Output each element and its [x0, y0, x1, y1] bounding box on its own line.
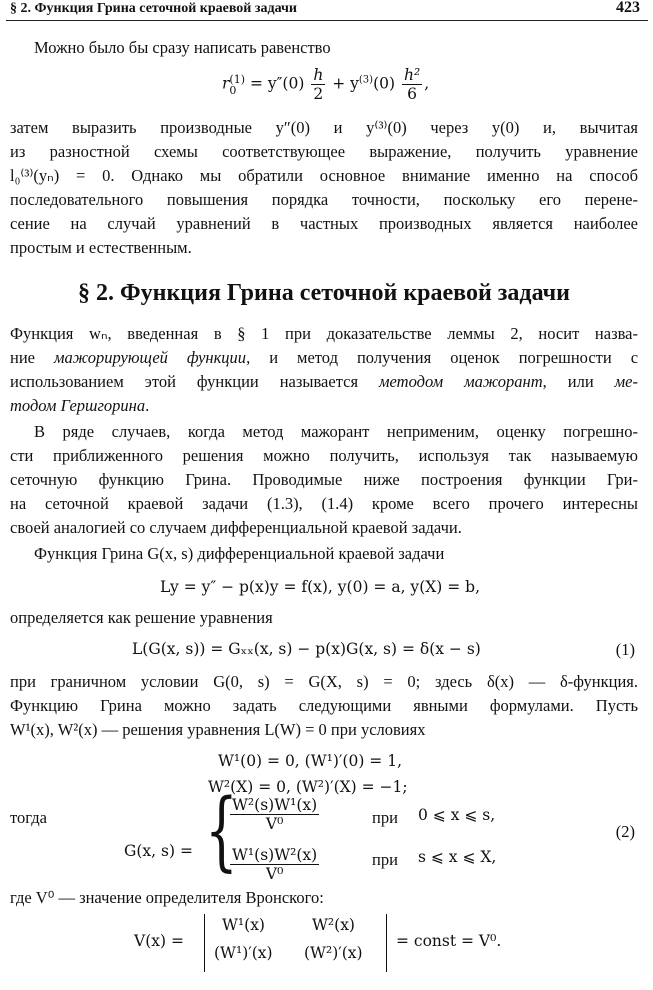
case1-den: V⁰: [265, 815, 284, 833]
eq-part2b: (0): [373, 74, 396, 93]
equation-1: L(G(x, s)) = Gₓₓ(x, s) − p(x)G(x, s) = δ(x − s): [132, 640, 481, 658]
eq-part2-sup: (3): [358, 74, 374, 86]
condition-w1: W¹(0) = 0, (W¹)′(0) = 1,: [218, 752, 403, 770]
para1-line2: затем выразить производные y″(0) и y⁽³⁾(0) через y(0) и, вычитая: [10, 118, 638, 137]
para3-line1: В ряде случаев, когда метод мажорант неприменим, оценку погрешно-: [34, 422, 638, 441]
frac2-num: h²: [403, 66, 421, 84]
det-a22: (W²)′(x): [304, 944, 363, 962]
para4-line3: при граничном условии G(0, s) = G(X, s) = 0; здесь δ(x) — δ-функция.: [10, 672, 638, 691]
para4-line1: Функция Грина G(x, s) дифференциальной краевой задачи: [34, 544, 445, 563]
fraction-h-2: [311, 66, 325, 103]
eq-part1: = y″(0): [249, 74, 305, 93]
para3-line5: своей аналогией со случаем дифференциальной краевой задачи.: [10, 518, 462, 537]
equation-number-1: (1): [615, 640, 635, 659]
para2-line2b: , и метод получения оценок погрешности с: [246, 348, 638, 367]
para3-line3: сеточную функцию Грина. Проводимые ниже построения функции Гри-: [10, 470, 638, 489]
para4-line2: определяется как решение уравнения: [10, 608, 273, 627]
eq-part2: + y: [332, 74, 359, 93]
section-heading: § 2. Функция Грина сеточной краевой задачи: [78, 280, 570, 306]
frac2-den: 6: [407, 85, 418, 103]
page-number: 423: [616, 0, 640, 16]
eq-r: r: [222, 74, 230, 93]
eq-end: ,: [424, 74, 430, 93]
then-word: тогда: [10, 808, 47, 827]
para2-line2: [10, 346, 638, 370]
greens-lhs: G(x, s) =: [124, 842, 193, 860]
condition-w2: W²(X) = 0, (W²)′(X) = −1;: [208, 778, 408, 796]
para4-line5: W¹(x), W²(x) — решения уравнения L(W) = 0 при условиях: [10, 720, 426, 739]
frac1-den: 2: [313, 85, 324, 103]
case1-num: W²(s)W¹(x): [232, 796, 318, 814]
determinant-left-bar: [204, 914, 205, 972]
equation-r0: [222, 66, 429, 103]
para2-line1: Функция wₙ, введенная в § 1 при доказательстве леммы 2, носит назва-: [10, 324, 638, 343]
term-majorant-method: методом мажорант: [379, 372, 543, 391]
eq-r-sup: (1): [229, 72, 246, 86]
eq-r-sub: 0: [229, 83, 237, 97]
wronskian-rhs: = const = V⁰.: [396, 932, 502, 950]
det-a12: W²(x): [312, 916, 355, 934]
equation-number-2: (2): [615, 822, 635, 841]
para1-line1: Можно было бы сразу написать равенство: [34, 38, 331, 57]
para1-line6: сение на случай уравнений в частных производных является наиболее: [10, 214, 638, 233]
case2-num: W¹(s)W²(x): [232, 846, 318, 864]
para2-line3a: использованием этой функции называется: [10, 372, 380, 391]
para1-line7: простым и естественным.: [10, 238, 192, 257]
fraction-h2-6: [402, 66, 422, 103]
running-header: [6, 0, 648, 21]
para4-line4: Функцию Грина можно задать следующими явными формулами. Пусть: [10, 696, 638, 715]
para2-line3: [10, 370, 638, 394]
term-gershgorin-part2: тодом Гершгорина: [10, 396, 146, 415]
running-title: § 2. Функция Грина сеточной краевой задачи: [10, 1, 297, 16]
term-majorizing-function: мажорирующей функции: [54, 348, 247, 367]
para2-line4b: .: [145, 396, 150, 415]
para2-line3b: , или: [542, 372, 615, 391]
para3-line2: сти приближенного решения можно получить, используя так называемую: [10, 446, 638, 465]
para1-line3: из разностной схемы соответствующее выражение, получить уравнение: [10, 142, 638, 161]
determinant-right-bar: [386, 914, 387, 972]
case2-condition: s ⩽ x ⩽ X,: [418, 848, 497, 866]
case1-condition: 0 ⩽ x ⩽ s,: [418, 806, 496, 824]
det-a21: (W¹)′(x): [214, 944, 273, 962]
case2-den: V⁰: [265, 865, 284, 883]
para1-line5: последовательного повышения порядка точности, поскольку его перене-: [10, 190, 638, 209]
case2-fraction: [228, 846, 321, 883]
case1-fraction: [228, 796, 321, 833]
para2-line4: [10, 394, 638, 418]
equation-boundary-problem: Ly = y″ − p(x)y = f(x), y(0) = a, y(X) = b,: [160, 578, 481, 596]
case2-when: при: [372, 850, 398, 869]
frac1-num: h: [313, 66, 324, 84]
det-a11: W¹(x): [222, 916, 265, 934]
para3-line4: на сеточной краевой задачи (1.3), (1.4) кроме всего прочего интересны: [10, 494, 638, 513]
para2-line2a: ние: [10, 348, 54, 367]
wronskian-lhs: V(x) =: [134, 932, 184, 950]
wronskian-intro: где V⁰ — значение определителя Вронского:: [10, 888, 324, 907]
left-brace: {: [205, 781, 238, 881]
term-gershgorin-part1: ме-: [614, 372, 638, 391]
para1-line4: l₀⁽³⁾(yₙ) = 0. Однако мы обратили основное внимание именно на способ: [10, 166, 638, 185]
case1-when: при: [372, 808, 398, 827]
